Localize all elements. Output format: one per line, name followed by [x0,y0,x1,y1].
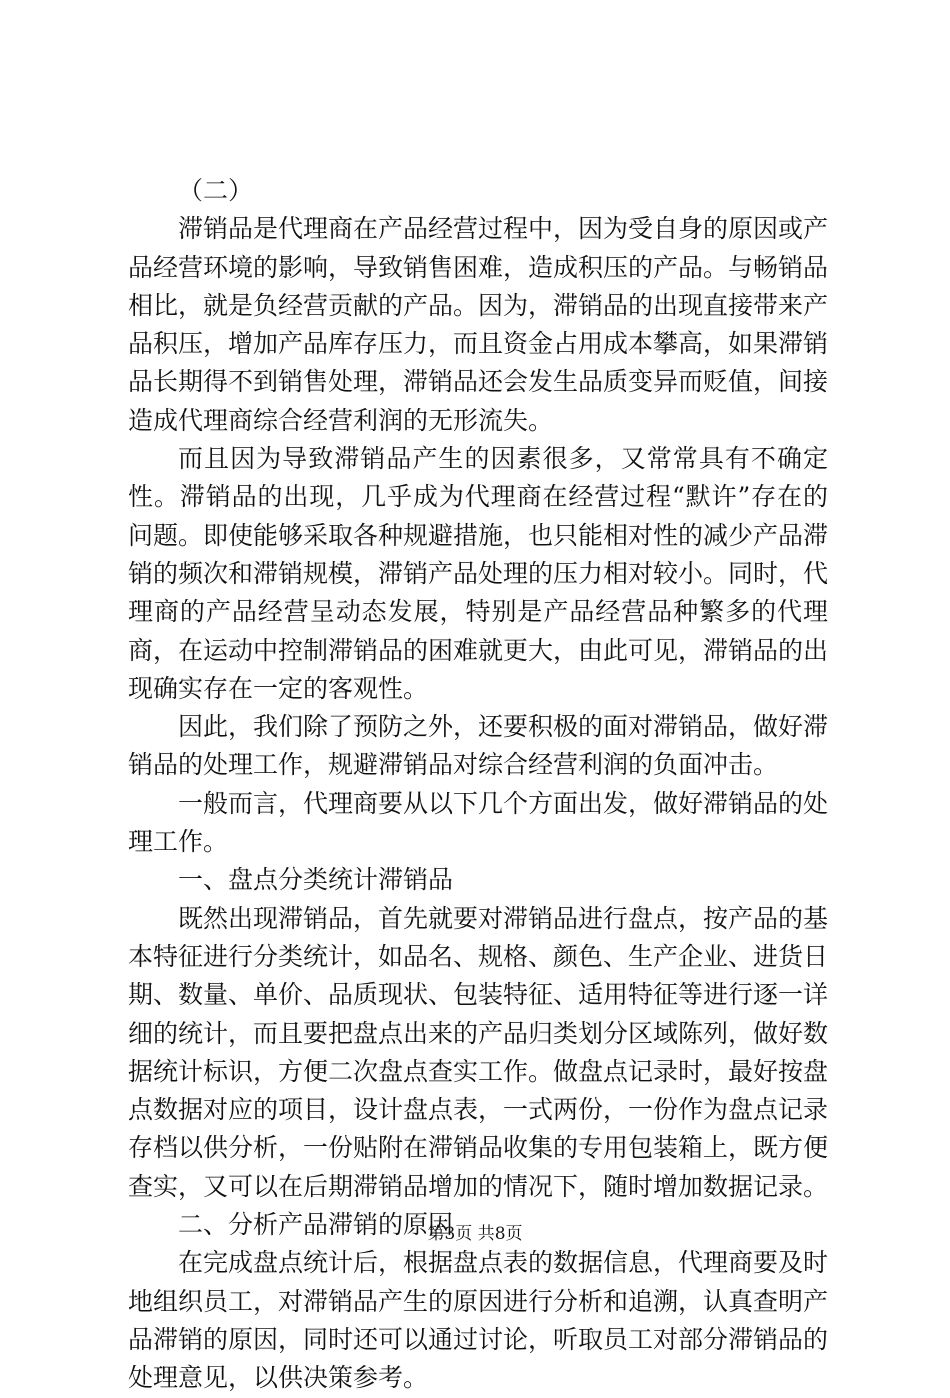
paragraph: 既然出现滞销品，首先就要对滞销品进行盘点，按产品的基本特征进行分类统计，如品名、规格、颜色、生产企业、进货日期、数量、单价、品质现状、包装特征、适用特征等进行逐一详细的统计，而且要把盘点出来的产品归类划分区域陈列，做好数据统计标识，方便二次盘点查实工作。做盘点记录时，最好按盘点数据对应的项目，设计盘点表，一式两份，一份作为盘点记录存档以供分析，一份贴附在滞销品收集的专用包装箱上，既方便查实，又可以在后期滞销品增加的情况下，随时增加数据记录。 [128,903,829,1201]
document-body [128,172,828,1398]
paragraph: 一般而言，代理商要从以下几个方面出发，做好滞销品的处理工作。 [128,788,829,857]
section-heading: 二、分析产品滞销的原因 [178,1210,454,1240]
paragraph: 而且因为导致滞销品产生的因素很多，又常常具有不确定性。滞销品的出现，几乎成为代理商在经营过程“默许”存在的问题。即使能够采取各种规避措施，也只能相对性的减少产品滞销的频次和滞销规模，滞销产品处理的压力相对较小。同时，代理商的产品经营呈动态发展，特别是产品经营品种繁多的代理商，在运动中控制滞销品的困难就更大，由此可见，滞销品的出现确实存在一定的客观性。 [128,444,829,703]
section-heading: 一、盘点分类统计滞销品 [178,865,454,895]
section-marker: （二） [178,176,254,205]
page-number: 第3页 共8页 [427,1224,523,1244]
paragraph: 滞销品是代理商在产品经营过程中，因为受自身的原因或产品经营环境的影响，导致销售困难，造成积压的产品。与畅销品相比，就是负经营贡献的产品。因为，滞销品的出现直接带来产品积压，增加产品库存压力，而且资金占用成本攀高，如果滞销品长期得不到销售处理，滞销品还会发生品质变异而贬值，间接造成代理商综合经营利润的无形流失。 [128,214,829,435]
page-footer [0,1219,950,1244]
paragraph: 在完成盘点统计后，根据盘点表的数据信息，代理商要及时地组织员工，对滞销品产生的原因进行分析和追溯，认真查明产品滞销的原因，同时还可以通过讨论，听取员工对部分滞销品的处理意见，以供决策参考。 [128,1248,829,1393]
paragraph: 因此，我们除了预防之外，还要积极的面对滞销品，做好滞销品的处理工作，规避滞销品对综合经营利润的负面冲击。 [128,712,829,780]
